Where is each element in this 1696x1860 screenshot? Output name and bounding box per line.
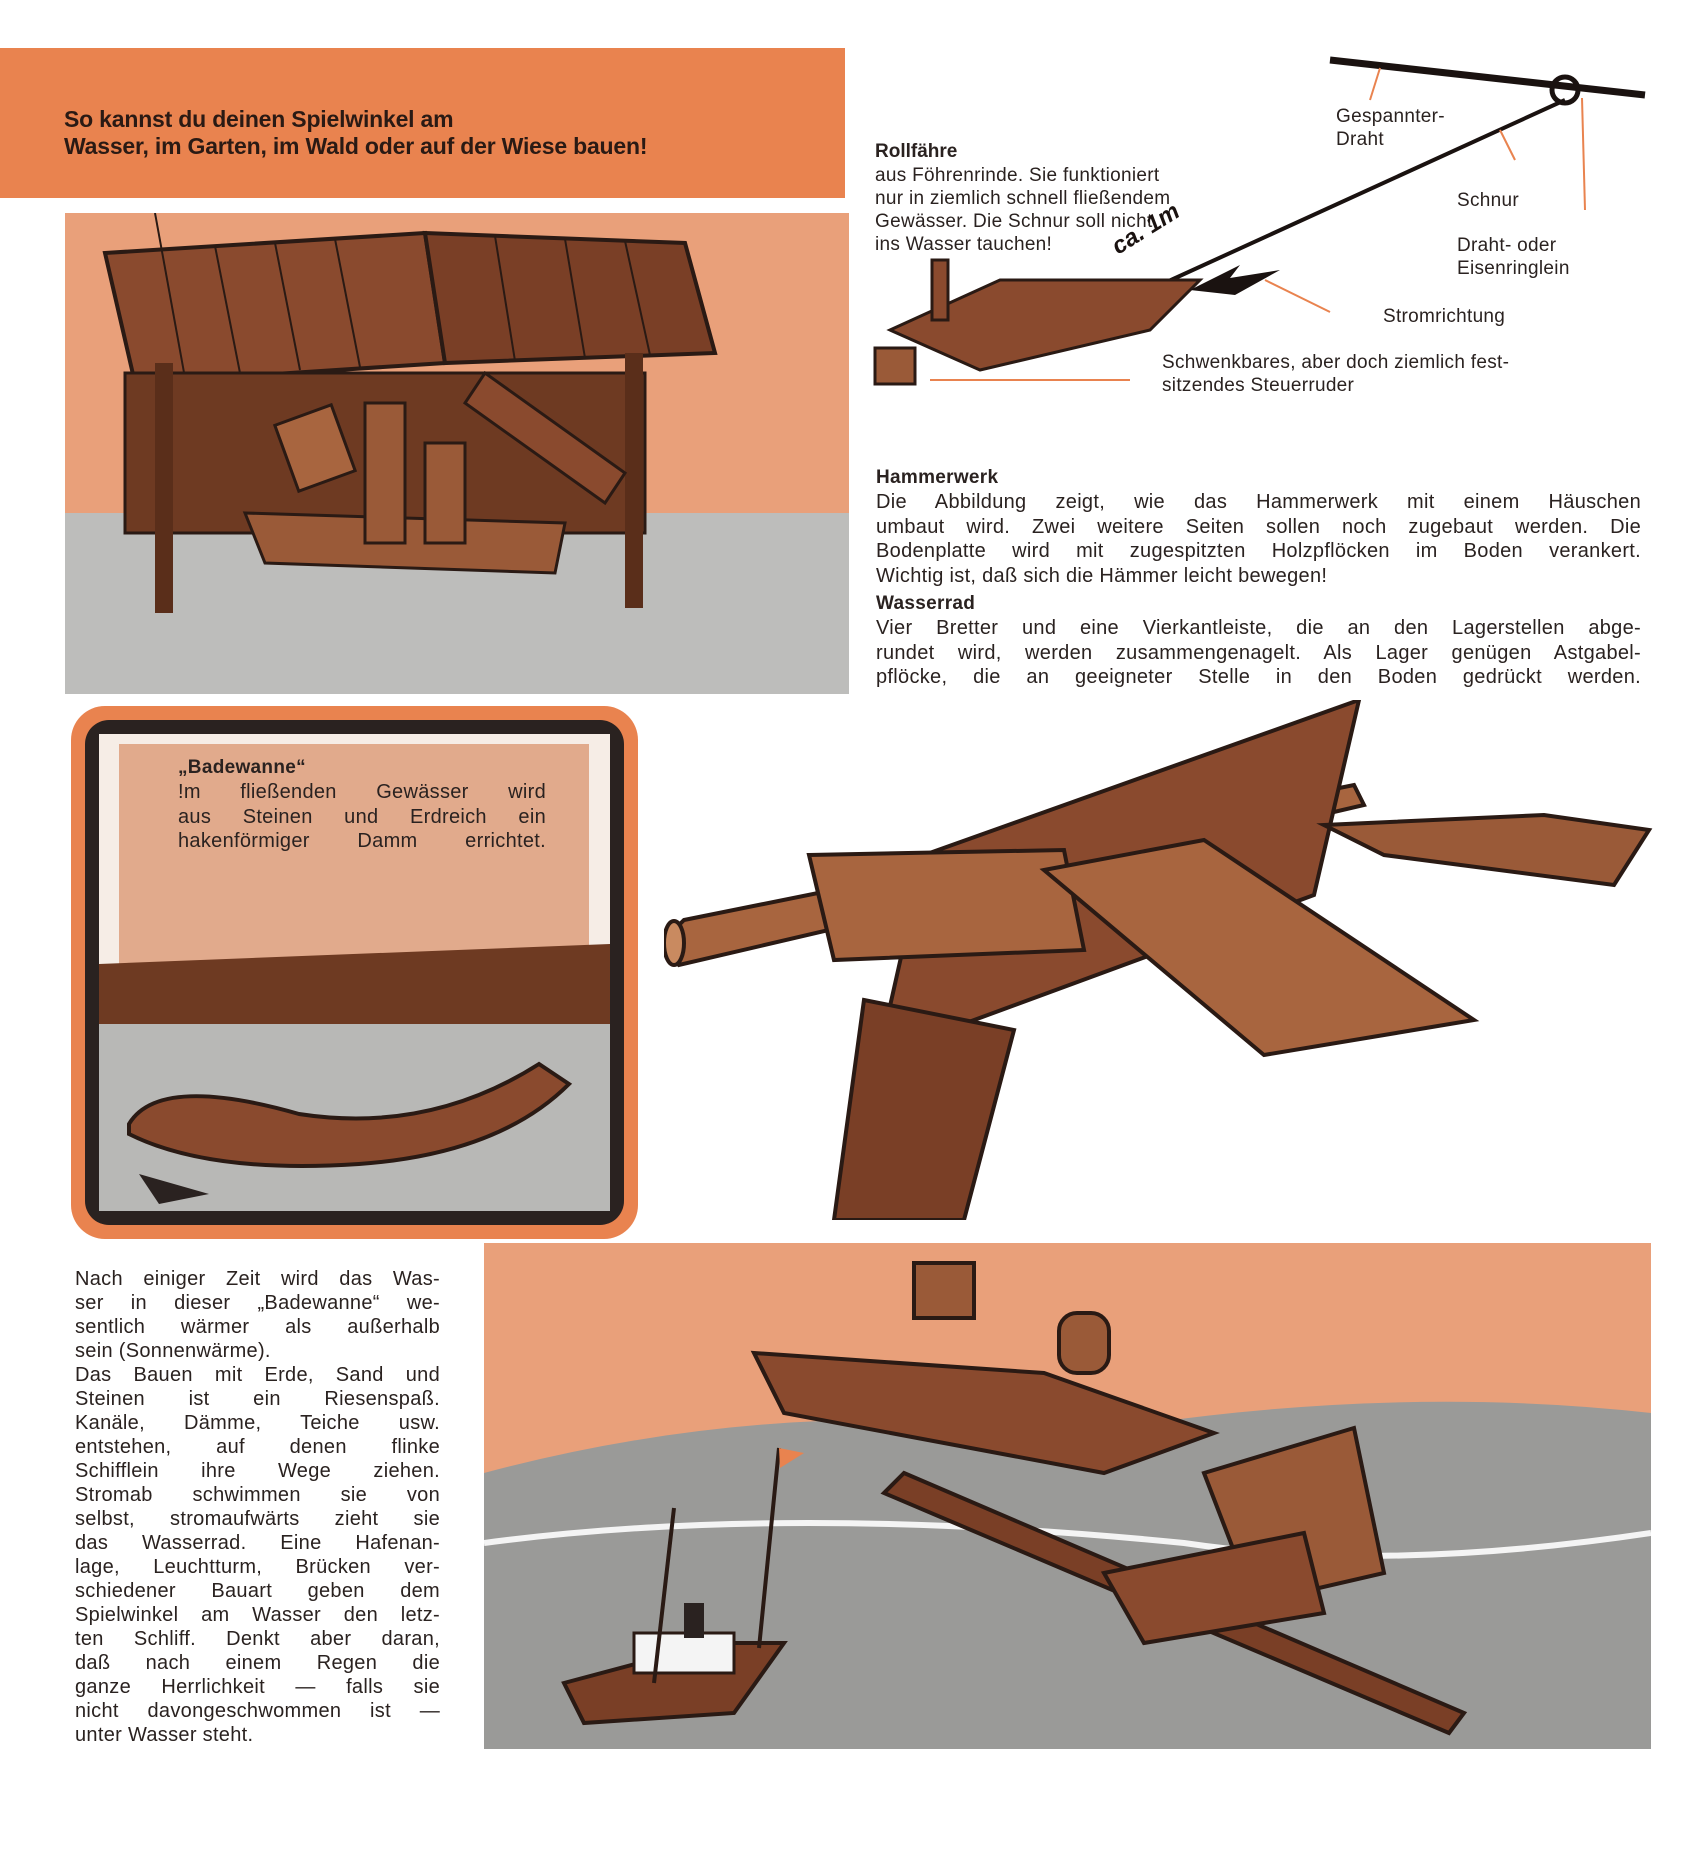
rudder-label-line: sitzendes Steuerruder	[1162, 375, 1355, 396]
string-label: Schnur	[1457, 190, 1520, 211]
wasserrad-line: pflöcke, die an geeigneter Stelle in den Boden gedrückt werden.	[876, 666, 1641, 688]
bottom-text-line: selbst, stromaufwärts zieht sie	[75, 1508, 440, 1530]
bottom-text-line: Schifflein ihre Wege ziehen.	[75, 1460, 440, 1482]
bottom-text	[75, 1267, 440, 1747]
bottom-text-line: das Wasserrad. Eine Hafenan-	[75, 1532, 440, 1554]
hut-hammerwerk-illustration	[65, 213, 849, 694]
badewanne-line: hakenförmiger Damm errichtet.	[178, 830, 546, 852]
bottom-text-line: unter Wasser steht.	[75, 1724, 254, 1746]
bottom-text-line: Spielwinkel am Wasser den letz-	[75, 1604, 440, 1626]
rollfaehre-line: aus Föhrenrinde. Sie funktioniert	[875, 165, 1160, 186]
hammerwerk-heading: Hammerwerk	[876, 467, 999, 488]
header-band	[0, 48, 845, 198]
bottom-text-line: Kanäle, Dämme, Teiche usw.	[75, 1412, 440, 1434]
badewanne-line: aus Steinen und Erdreich ein	[178, 805, 546, 828]
ring-label-line: Draht- oder	[1457, 235, 1557, 256]
ring-label	[1457, 234, 1570, 280]
wasserrad-line: rundet wird, werden zusammengenagelt. Als Lager genügen Astgabel-	[876, 641, 1641, 664]
hammerwerk-line: umbaut wird. Zwei weitere Seiten sollen noch zugebaut werden. Die	[876, 515, 1641, 538]
bottom-text-line: Nach einiger Zeit wird das Was-	[75, 1268, 440, 1290]
bottom-text-line: sein (Sonnenwärme).	[75, 1340, 271, 1362]
bottom-text-line: entstehen, auf denen flinke	[75, 1436, 440, 1458]
rollfaehre-line: ins Wasser tauchen!	[875, 234, 1053, 255]
ring-label-line: Eisenringlein	[1457, 258, 1570, 279]
rollfaehre-heading: Rollfähre	[875, 141, 958, 162]
bottom-text-line: schiedener Bauart geben dem	[75, 1580, 440, 1602]
bottom-text-line: ganze Herrlichkeit — falls sie	[75, 1676, 440, 1698]
bottom-text-line: nicht davongeschwommen ist —	[75, 1700, 440, 1722]
hammerwerk-line: Die Abbildung zeigt, wie das Hammerwerk mit einem Häuschen	[876, 491, 1641, 513]
title-line: So kannst du deinen Spielwinkel am	[64, 106, 454, 132]
page-title	[64, 106, 647, 160]
wasserrad-heading: Wasserrad	[876, 593, 976, 614]
hammerwerk-line: Wichtig ist, daß sich die Hämmer leicht bewegen!	[876, 564, 1328, 587]
badewanne-border	[85, 720, 624, 1225]
bottom-text-line: Das Bauen mit Erde, Sand und	[75, 1364, 440, 1386]
bottom-text-line: lage, Leuchtturm, Brücken ver-	[75, 1556, 440, 1578]
bottom-text-line: Stromab schwimmen sie von	[75, 1484, 440, 1506]
wasserrad-line: Vier Bretter und eine Vierkantleiste, die an den Lagerstellen abge-	[876, 617, 1641, 639]
wire-label-line: Draht	[1336, 129, 1384, 150]
rollfaehre-line: nur in ziemlich schnell fließendem	[875, 188, 1171, 209]
rudder-label-line: Schwenkbares, aber doch ziemlich fest-	[1162, 352, 1510, 373]
current-label: Stromrichtung	[1383, 306, 1506, 327]
bottom-text-line: ser in dieser „Badewanne“ we-	[75, 1292, 440, 1314]
hammerwerk-line: Bodenplatte wird mit zugespitzten Holzpflöcken im Boden verankert.	[876, 540, 1641, 562]
bottom-text-line: sentlich wärmer als außerhalb	[75, 1316, 440, 1338]
hammerwerk-section	[876, 466, 1641, 690]
badewanne-line: !m fließenden Gewässer wird	[178, 781, 546, 803]
title-line: Wasser, im Garten, im Wald oder auf der Wiese bauen!	[64, 133, 648, 159]
stream-scene-illustration	[484, 1243, 1651, 1749]
rollfaehre-line: Gewässer. Die Schnur soll nicht	[875, 211, 1153, 232]
badewanne-heading: „Badewanne“	[178, 757, 306, 778]
wire-label	[1336, 105, 1445, 151]
rudder-label	[1162, 351, 1509, 397]
bottom-text-line: ten Schliff. Denkt aber daran,	[75, 1628, 440, 1650]
badewanne-frame	[71, 706, 638, 1239]
bottom-text-line: Steinen ist ein Riesenspaß.	[75, 1388, 440, 1410]
wire-label-line: Gespannter-	[1336, 106, 1445, 127]
badewanne-text	[178, 756, 546, 854]
distance-label: ca. 1m	[1106, 197, 1185, 261]
bottom-text-line: daß nach einem Regen die	[75, 1652, 440, 1674]
waterwheel-illustration	[664, 700, 1655, 1220]
